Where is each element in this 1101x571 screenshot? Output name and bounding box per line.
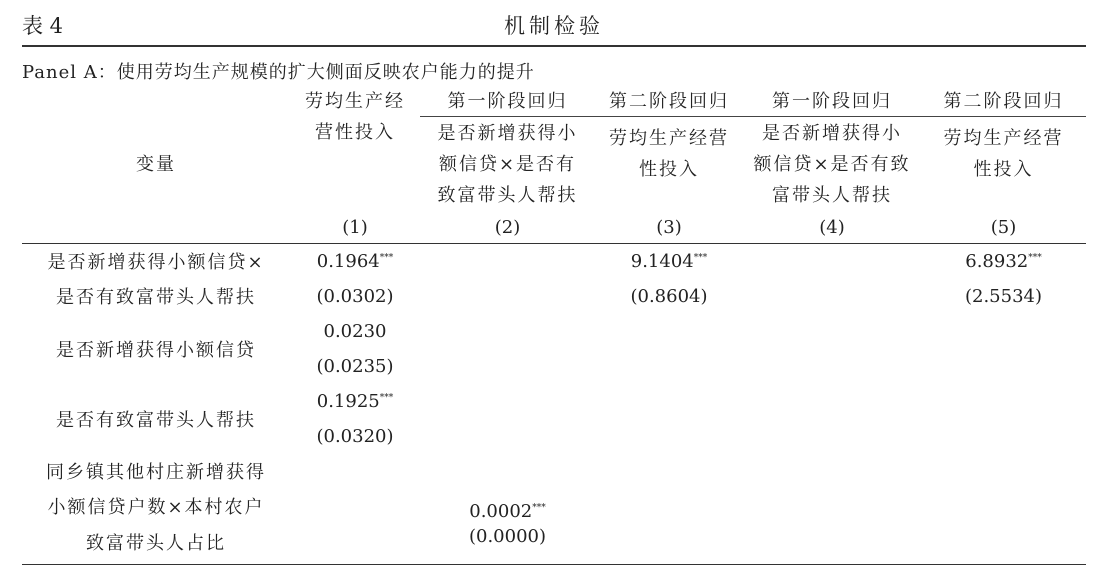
row-variable: 是否新增获得小额信贷× <box>47 252 265 273</box>
significance-stars: *** <box>532 502 546 513</box>
empty-cell <box>420 243 595 279</box>
table-label: 表 4 <box>22 14 64 38</box>
empty-cell <box>743 243 921 279</box>
coef-cell <box>290 314 420 349</box>
table-row <box>22 384 1086 419</box>
coef-cell <box>290 384 420 419</box>
row-variable: 同乡镇其他村庄新增获得 <box>46 462 266 483</box>
table-row <box>22 314 1086 349</box>
header-col3-stage: 第二阶段回归 <box>595 84 743 117</box>
col-number-4: (4) <box>743 213 921 244</box>
top-rule <box>22 45 1086 47</box>
panel-title: Panel A：使用劳均生产规模的扩大侧面反映农户能力的提升 <box>22 62 535 83</box>
header-col5-dependent: 劳均生产经营性投入 <box>943 128 1064 180</box>
coef-value: 0.1925 <box>316 390 380 412</box>
col-number-2: (2) <box>420 213 595 244</box>
header-col1-line1: 劳均生产经 <box>305 91 405 113</box>
se-cell: (0.0302) <box>316 285 394 307</box>
results-table <box>22 84 1086 561</box>
significance-stars: *** <box>379 252 394 263</box>
se-cell: (0.0320) <box>316 425 394 447</box>
col-number-5: (5) <box>921 213 1086 244</box>
significance-stars: *** <box>379 392 394 403</box>
header-col5-stage: 第二阶段回归 <box>921 84 1086 117</box>
row-variable: 小额信贷户数×本村农户 <box>47 497 265 518</box>
significance-stars: *** <box>1028 252 1042 263</box>
row-variable: 是否有致富带头人帮扶 <box>56 409 256 431</box>
title-row <box>22 6 1086 40</box>
coef-value: 6.8932 <box>965 250 1029 272</box>
header-col1-line2: 营性投入 <box>315 121 395 143</box>
row-variable: 致富带头人占比 <box>86 533 226 554</box>
header-col2-dependent: 是否新增获得小额信贷×是否有致富带头人帮扶 <box>437 123 578 207</box>
significance-stars: *** <box>693 252 708 263</box>
row-variable: 是否有致富带头人帮扶 <box>56 287 256 308</box>
header-variable: 变量 <box>136 154 176 175</box>
table-row <box>22 243 1086 279</box>
header-blank <box>22 213 290 244</box>
table-row <box>22 454 1086 489</box>
row-variable: 是否新增获得小额信贷 <box>56 339 256 361</box>
coef-value: 0.0230 <box>323 320 387 342</box>
header-col4-stage: 第一阶段回归 <box>743 84 921 117</box>
se-cell: (0.0235) <box>316 355 394 377</box>
empty-cell <box>420 279 595 314</box>
coef-value: 9.1404 <box>630 250 694 272</box>
header-blank <box>22 84 290 117</box>
se-cell: (0.0000) <box>468 525 547 547</box>
header-row-2 <box>22 117 1086 213</box>
coef-cell <box>595 243 743 279</box>
empty-cell <box>743 279 921 314</box>
table-row <box>22 524 1086 561</box>
header-row-numbers <box>22 213 1086 244</box>
header-row-1 <box>22 84 1086 117</box>
coef-cell <box>420 454 595 524</box>
coef-value: 0.1964 <box>316 250 380 272</box>
se-cell: (0.8604) <box>630 285 708 307</box>
header-col2-stage: 第一阶段回归 <box>420 84 595 117</box>
table-row <box>22 279 1086 314</box>
col-number-1: (1) <box>290 213 420 244</box>
header-col4-dependent: 是否新增获得小额信贷×是否有致富带头人帮扶 <box>753 123 911 207</box>
se-cell: (2.5534) <box>964 285 1043 307</box>
coef-cell <box>921 243 1086 279</box>
header-col3-dependent: 劳均生产经营性投入 <box>609 128 729 180</box>
coef-value: 0.0002 <box>469 500 533 522</box>
col-number-3: (3) <box>595 213 743 244</box>
bottom-rule <box>22 564 1086 565</box>
table-title: 机制检验 <box>504 14 604 38</box>
coef-cell <box>290 243 420 279</box>
